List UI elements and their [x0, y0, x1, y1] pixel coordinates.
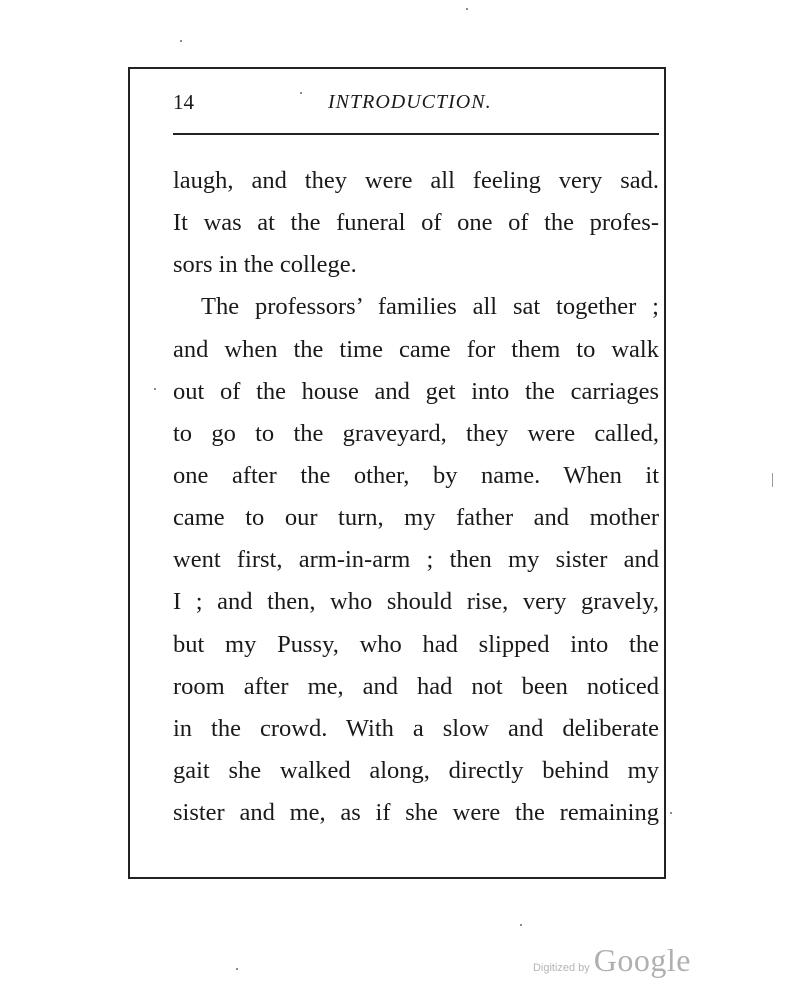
scan-speck [154, 388, 156, 390]
text-line: It was at the funeral of one of the profes- [173, 209, 659, 237]
scan-speck [670, 812, 672, 814]
scan-speck [466, 8, 468, 10]
page-number: 14 [173, 90, 194, 114]
running-head [173, 87, 659, 117]
scan-speck [236, 968, 238, 970]
header-rule [173, 133, 659, 135]
text-line: The professors’ families all sat together ; [201, 293, 659, 321]
text-line: laugh, and they were all feeling very sad. [173, 167, 659, 194]
text-line: sors in the college. [173, 251, 357, 279]
scan-speck [520, 924, 522, 926]
watermark-prefix: Digitized by [532, 962, 590, 974]
text-line: one after the other, by name. When it [173, 461, 659, 489]
scan-speck [300, 92, 302, 94]
text-line: and when the time came for them to walk [173, 335, 659, 363]
digitized-by-google-watermark [533, 942, 691, 979]
text-line: went first, arm-in-arm ; then my sister and [173, 546, 659, 574]
text-line: I ; and then, who should rise, very gravely, [173, 588, 659, 616]
text-line: but my Pussy, who had slipped into the [173, 630, 659, 658]
text-line: gait she walked along, directly behind my [173, 756, 659, 784]
text-line: sister and me, as if she were the remaining [173, 799, 659, 827]
text-line: in the crowd. With a slow and deliberate [173, 714, 659, 742]
scan-speck [180, 40, 182, 42]
body-text [173, 160, 659, 834]
text-line: room after me, and had not been noticed [173, 672, 659, 700]
text-line: to go to the graveyard, they were called, [173, 419, 659, 447]
text-line: out of the house and get into the carriages [173, 377, 659, 405]
running-title: INTRODUCTION. [328, 91, 492, 113]
text-line: came to our turn, my father and mother [173, 504, 659, 532]
google-logo: Google [593, 942, 691, 978]
scan-mark [772, 473, 773, 487]
